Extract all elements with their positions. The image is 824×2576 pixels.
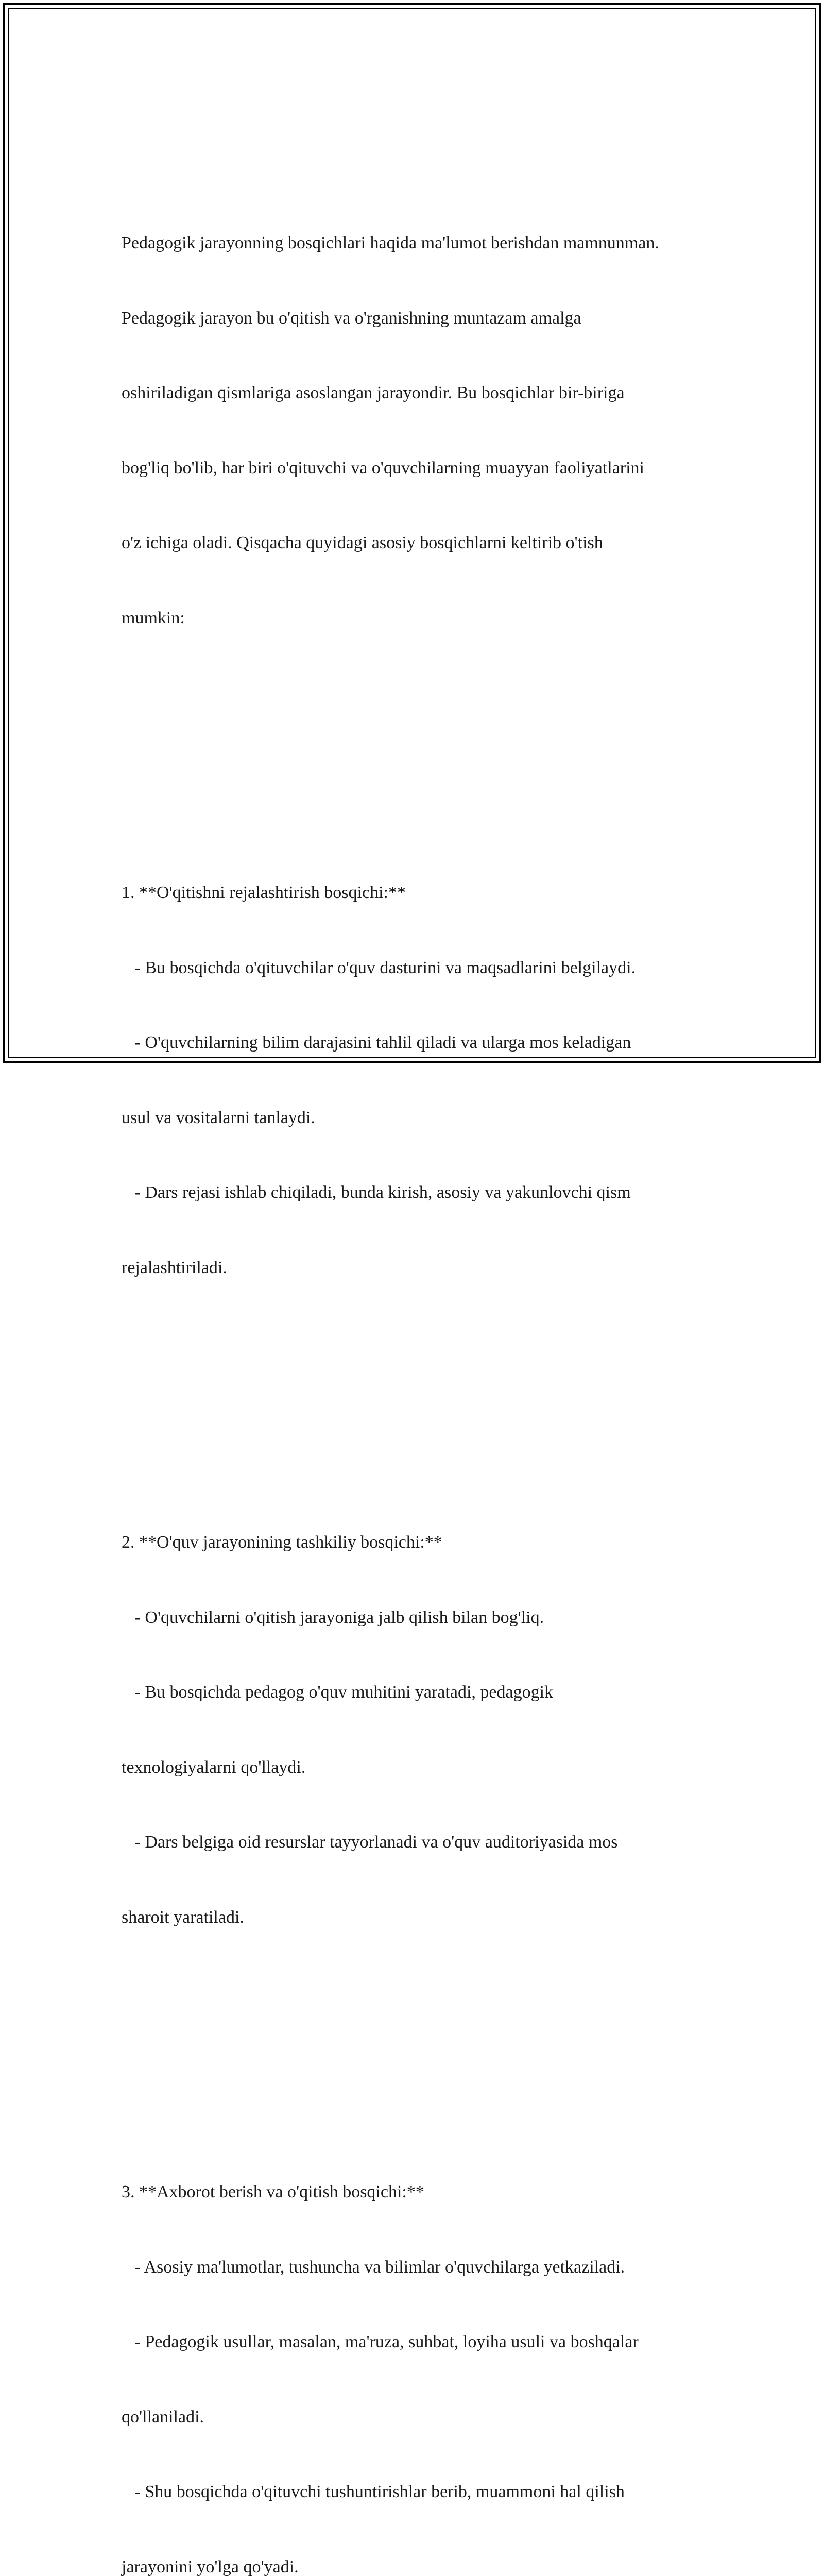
text-line: - Dars belgiga oid resurslar tayyorlanadi va o'quv auditoriyasida mos <box>122 1830 714 1855</box>
text-line: Pedagogik jarayon bu o'qitish va o'rganishning muntazam amalga <box>122 306 714 331</box>
text-line: - O'quvchilarni o'qitish jarayoniga jalb qilish bilan bog'liq. <box>122 1605 714 1631</box>
text-line: usul va vositalarni tanlaydi. <box>122 1106 714 1131</box>
text-line: o'z ichiga oladi. Qisqacha quyidagi asosiy bosqichlarni keltirib o'tish <box>122 531 714 556</box>
section-heading: 2. **O'quv jarayonining tashkiliy bosqichi:** <box>122 1530 714 1555</box>
document-body <box>122 131 714 2576</box>
blank-line <box>122 2030 714 2055</box>
intro-paragraph <box>122 181 714 681</box>
text-line: qo'llaniladi. <box>122 2405 714 2430</box>
text-line: texnologiyalarni qo'llaydi. <box>122 1755 714 1781</box>
section-2 <box>122 1480 714 1980</box>
text-line: sharoit yaratiladi. <box>122 1905 714 1930</box>
text-line: - Shu bosqichda o'qituvchi tushuntirishlar berib, muammoni hal qilish <box>122 2480 714 2505</box>
text-line: Pedagogik jarayonning bosqichlari haqida ma'lumot berishdan mamnunman. <box>122 231 714 256</box>
section-3 <box>122 2130 714 2576</box>
section-1 <box>122 831 714 1330</box>
section-heading: 1. **O'qitishni rejalashtirish bosqichi:** <box>122 880 714 906</box>
text-line: - Dars rejasi ishlab chiqiladi, bunda kirish, asosiy va yakunlovchi qism <box>122 1180 714 1206</box>
section-heading: 3. **Axborot berish va o'qitish bosqichi:** <box>122 2180 714 2205</box>
text-line: rejalashtiriladi. <box>122 1256 714 1281</box>
text-line: mumkin: <box>122 606 714 631</box>
text-line: bog'liq bo'lib, har biri o'qituvchi va o'quvchilarning muayyan faoliyatlarini <box>122 456 714 481</box>
text-line: - Asosiy ma'lumotlar, tushuncha va bilimlar o'quvchilarga yetkaziladi. <box>122 2255 714 2280</box>
text-line: - Bu bosqichda pedagog o'quv muhitini yaratadi, pedagogik <box>122 1680 714 1705</box>
text-line: jarayonini yo'lga qo'yadi. <box>122 2555 714 2576</box>
blank-line <box>122 731 714 756</box>
text-line: oshiriladigan qismlariga asoslangan jarayondir. Bu bosqichlar bir-biriga <box>122 381 714 406</box>
text-line: - Bu bosqichda o'qituvchilar o'quv dasturini va maqsadlarini belgilaydi. <box>122 956 714 981</box>
text-line: - O'quvchilarning bilim darajasini tahlil qiladi va ularga mos keladigan <box>122 1030 714 1056</box>
blank-line <box>122 1380 714 1405</box>
text-line: - Pedagogik usullar, masalan, ma'ruza, suhbat, loyiha usuli va boshqalar <box>122 2330 714 2355</box>
